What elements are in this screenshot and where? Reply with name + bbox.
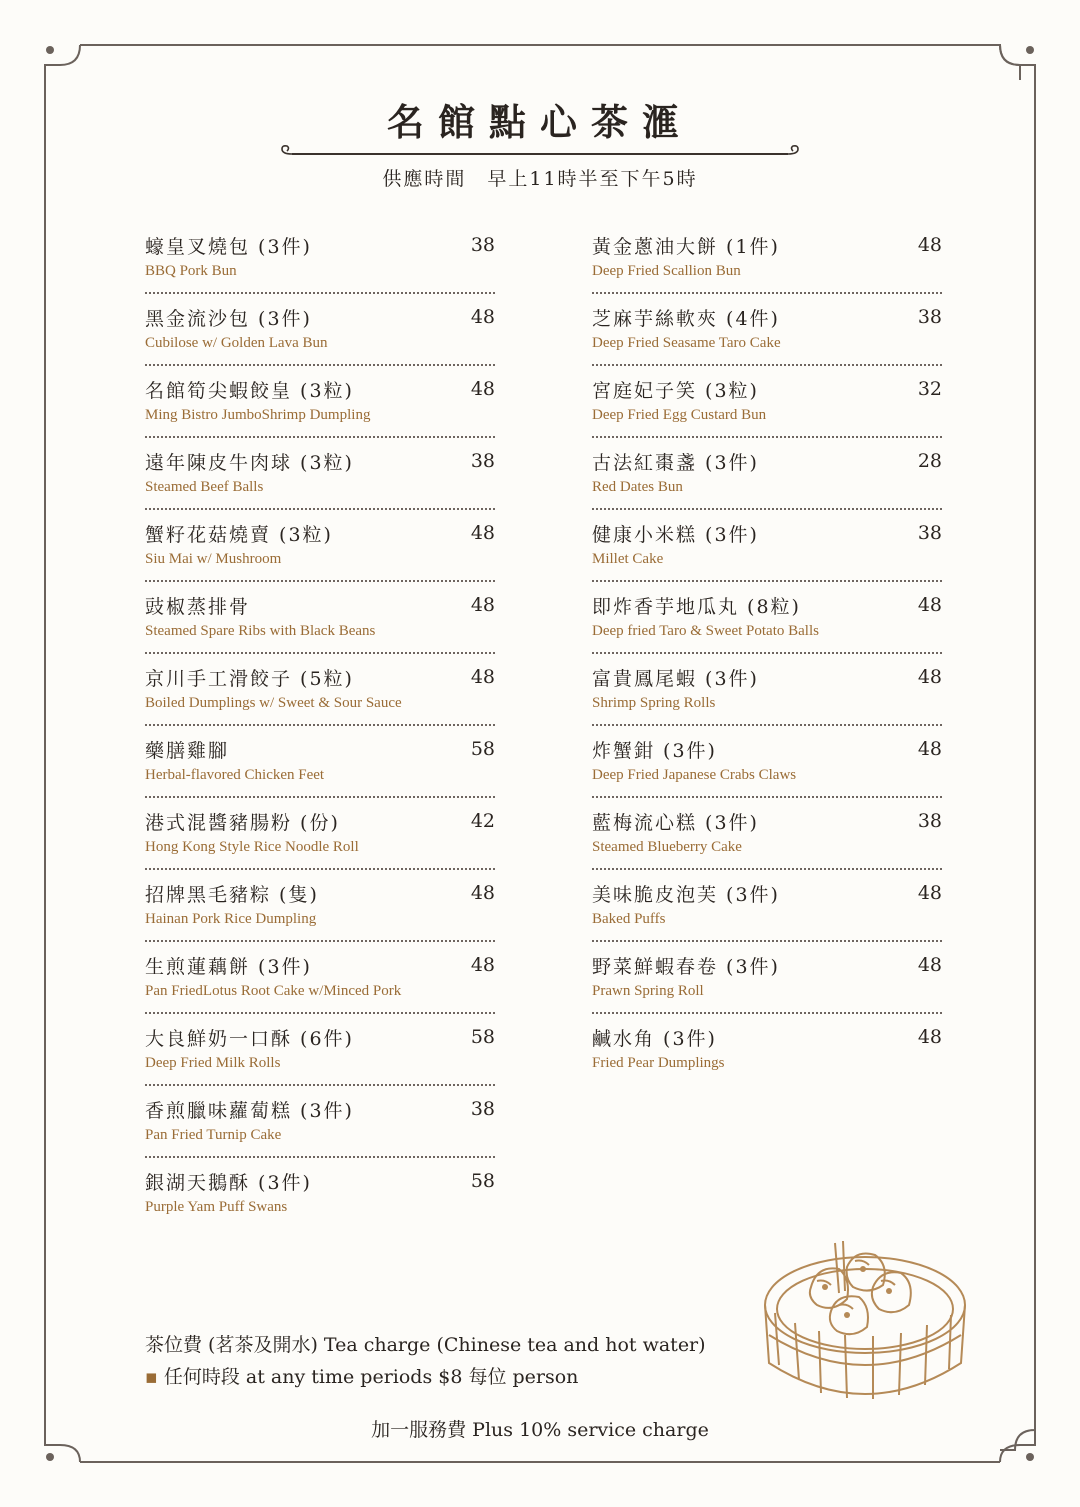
dotted-divider [592, 364, 942, 366]
menu-title: 名館點心茶滙 [387, 100, 693, 144]
item-price: 42 [470, 810, 495, 832]
item-name-zh: 生煎蓮藕餅 (3件) [145, 956, 312, 978]
item-name-en: Shrimp Spring Rolls [592, 695, 716, 711]
dotted-divider [145, 508, 495, 510]
menu-item [592, 880, 942, 952]
dotted-divider [592, 580, 942, 582]
item-price: 38 [917, 306, 942, 328]
dotted-divider [145, 1156, 495, 1158]
menu-item [592, 520, 942, 592]
item-name-en: Deep fried Taro & Sweet Potato Balls [592, 623, 819, 639]
item-name-zh: 古法紅棗盞 (3件) [592, 452, 759, 474]
menu-item [145, 448, 495, 520]
menu-item [592, 952, 942, 1024]
item-name-en: Deep Fried Scallion Bun [592, 263, 741, 279]
item-name-zh: 藥膳雞腳 [145, 740, 230, 762]
menu-item [592, 376, 942, 448]
item-name-zh: 即炸香芋地瓜丸 (8粒) [592, 596, 801, 618]
menu-item [145, 736, 495, 808]
dotted-divider [145, 868, 495, 870]
item-name-en: Deep Fried Japanese Crabs Claws [592, 767, 797, 783]
item-name-en: Deep Fried Egg Custard Bun [592, 407, 767, 423]
item-name-zh: 藍梅流心糕 (3件) [592, 812, 759, 834]
dotted-divider [145, 364, 495, 366]
item-name-en: Herbal-flavored Chicken Feet [145, 767, 325, 783]
item-name-en: Fried Pear Dumplings [592, 1055, 725, 1071]
item-name-en: Pan Fried Turnip Cake [145, 1127, 282, 1143]
menu-item [592, 232, 942, 304]
item-price: 38 [470, 1098, 495, 1120]
dotted-divider [145, 580, 495, 582]
item-price: 38 [917, 522, 942, 544]
menu-item [145, 1096, 495, 1168]
tea-charge-period-text: 任何時段 at any time periods $8 每位 person [163, 1366, 579, 1388]
item-name-en: Siu Mai w/ Mushroom [145, 551, 282, 567]
item-name-zh: 炸蟹鉗 (3件) [592, 740, 717, 762]
item-price: 48 [470, 306, 495, 328]
item-name-en: Pan FriedLotus Root Cake w/Minced Pork [145, 983, 402, 999]
dotted-divider [145, 724, 495, 726]
item-price: 48 [917, 882, 942, 904]
tea-charge-period [145, 1362, 578, 1389]
item-name-en: Hong Kong Style Rice Noodle Roll [145, 839, 359, 855]
item-name-en: Millet Cake [592, 551, 664, 567]
item-price: 58 [470, 1026, 495, 1048]
bullet-icon: ▪ [145, 1366, 158, 1388]
item-price: 48 [470, 882, 495, 904]
dim-sum-steamer-illustration [755, 1235, 980, 1420]
menu-item [145, 1168, 495, 1240]
menu-item [592, 1024, 942, 1096]
item-name-zh: 蠔皇叉燒包 (3件) [145, 236, 312, 258]
item-price: 48 [917, 1026, 942, 1048]
menu-item [592, 304, 942, 376]
item-name-en: Prawn Spring Roll [592, 983, 704, 999]
dotted-divider [592, 724, 942, 726]
item-price: 28 [917, 450, 942, 472]
item-name-zh: 遠年陳皮牛肉球 (3粒) [145, 452, 354, 474]
item-price: 32 [917, 378, 942, 400]
item-name-zh: 名館筍尖蝦餃皇 (3粒) [145, 380, 354, 402]
dotted-divider [145, 1084, 495, 1086]
menu-item [145, 952, 495, 1024]
service-charge-note: 加一服務費 Plus 10% service charge [371, 1419, 709, 1441]
menu-item [592, 736, 942, 808]
item-name-zh: 京川手工滑餃子 (5粒) [145, 668, 354, 690]
title-ornament-rule [278, 145, 802, 163]
dotted-divider [145, 1012, 495, 1014]
item-name-en: Boiled Dumplings w/ Sweet & Sour Sauce [145, 695, 402, 711]
menu-item [145, 376, 495, 448]
item-name-zh: 富貴鳳尾蝦 (3件) [592, 668, 759, 690]
item-name-en: Steamed Beef Balls [145, 479, 264, 495]
tea-charge-note: 茶位費 (茗茶及開水) Tea charge (Chinese tea and hot water) [145, 1334, 706, 1356]
item-name-en: Steamed Spare Ribs with Black Beans [145, 623, 376, 639]
item-name-zh: 野菜鮮蝦春卷 (3件) [592, 956, 780, 978]
menu-item [145, 880, 495, 952]
item-price: 48 [470, 378, 495, 400]
dotted-divider [592, 652, 942, 654]
dotted-divider [145, 796, 495, 798]
item-name-en: Baked Puffs [592, 911, 666, 927]
item-name-en: Purple Yam Puff Swans [145, 1199, 288, 1215]
item-name-en: Deep Fried Seasame Taro Cake [592, 335, 781, 351]
dotted-divider [592, 292, 942, 294]
item-name-en: Deep Fried Milk Rolls [145, 1055, 281, 1071]
item-name-zh: 宮庭妃子笑 (3粒) [592, 380, 759, 402]
item-name-zh: 港式混醬豬腸粉 (份) [145, 812, 340, 834]
service-hours: 供應時間 早上11時半至下午5時 [382, 168, 698, 190]
item-name-zh: 香煎臘味蘿蔔糕 (3件) [145, 1100, 354, 1122]
item-name-zh: 健康小米糕 (3件) [592, 524, 759, 546]
dotted-divider [592, 508, 942, 510]
dotted-divider [592, 436, 942, 438]
item-name-en: Ming Bistro JumboShrimp Dumpling [145, 407, 371, 423]
dotted-divider [145, 940, 495, 942]
menu-item [145, 1024, 495, 1096]
dotted-divider [145, 436, 495, 438]
item-price: 48 [917, 594, 942, 616]
menu-item [145, 304, 495, 376]
item-price: 48 [470, 666, 495, 688]
item-name-en: Steamed Blueberry Cake [592, 839, 742, 855]
item-price: 48 [470, 594, 495, 616]
item-price: 38 [470, 234, 495, 256]
menu-item [145, 232, 495, 304]
item-name-zh: 美味脆皮泡芙 (3件) [592, 884, 780, 906]
item-name-zh: 招牌黑毛豬粽 (隻) [145, 884, 319, 906]
dotted-divider [145, 652, 495, 654]
dotted-divider [592, 940, 942, 942]
menu-item [592, 592, 942, 664]
item-name-zh: 大良鮮奶一口酥 (6件) [145, 1028, 354, 1050]
item-name-zh: 鹹水角 (3件) [592, 1028, 717, 1050]
item-price: 58 [470, 738, 495, 760]
item-price: 48 [917, 666, 942, 688]
item-name-zh: 黃金蔥油大餅 (1件) [592, 236, 780, 258]
menu-column-right [592, 232, 942, 1096]
menu-item [592, 808, 942, 880]
item-name-en: BBQ Pork Bun [145, 263, 237, 279]
item-name-zh: 豉椒蒸排骨 [145, 596, 251, 618]
dotted-divider [592, 796, 942, 798]
item-price: 48 [917, 954, 942, 976]
item-name-en: Cubilose w/ Golden Lava Bun [145, 335, 328, 351]
menu-item [145, 664, 495, 736]
menu-column-left [145, 232, 495, 1240]
dotted-divider [592, 868, 942, 870]
item-name-zh: 銀湖天鵝酥 (3件) [145, 1172, 312, 1194]
item-price: 48 [470, 954, 495, 976]
dotted-divider [145, 292, 495, 294]
item-name-zh: 蟹籽花菇燒賣 (3粒) [145, 524, 333, 546]
menu-item [145, 808, 495, 880]
menu-item [145, 592, 495, 664]
item-price: 48 [470, 522, 495, 544]
dotted-divider [592, 1012, 942, 1014]
item-name-zh: 芝麻芋絲軟夾 (4件) [592, 308, 780, 330]
item-price: 48 [917, 738, 942, 760]
item-price: 38 [917, 810, 942, 832]
item-price: 38 [470, 450, 495, 472]
item-price: 48 [917, 234, 942, 256]
menu-item [145, 520, 495, 592]
item-name-zh: 黑金流沙包 (3件) [145, 308, 312, 330]
menu-item [592, 664, 942, 736]
item-price: 58 [470, 1170, 495, 1192]
item-name-en: Hainan Pork Rice Dumpling [145, 911, 317, 927]
item-name-en: Red Dates Bun [592, 479, 683, 495]
menu-item [592, 448, 942, 520]
